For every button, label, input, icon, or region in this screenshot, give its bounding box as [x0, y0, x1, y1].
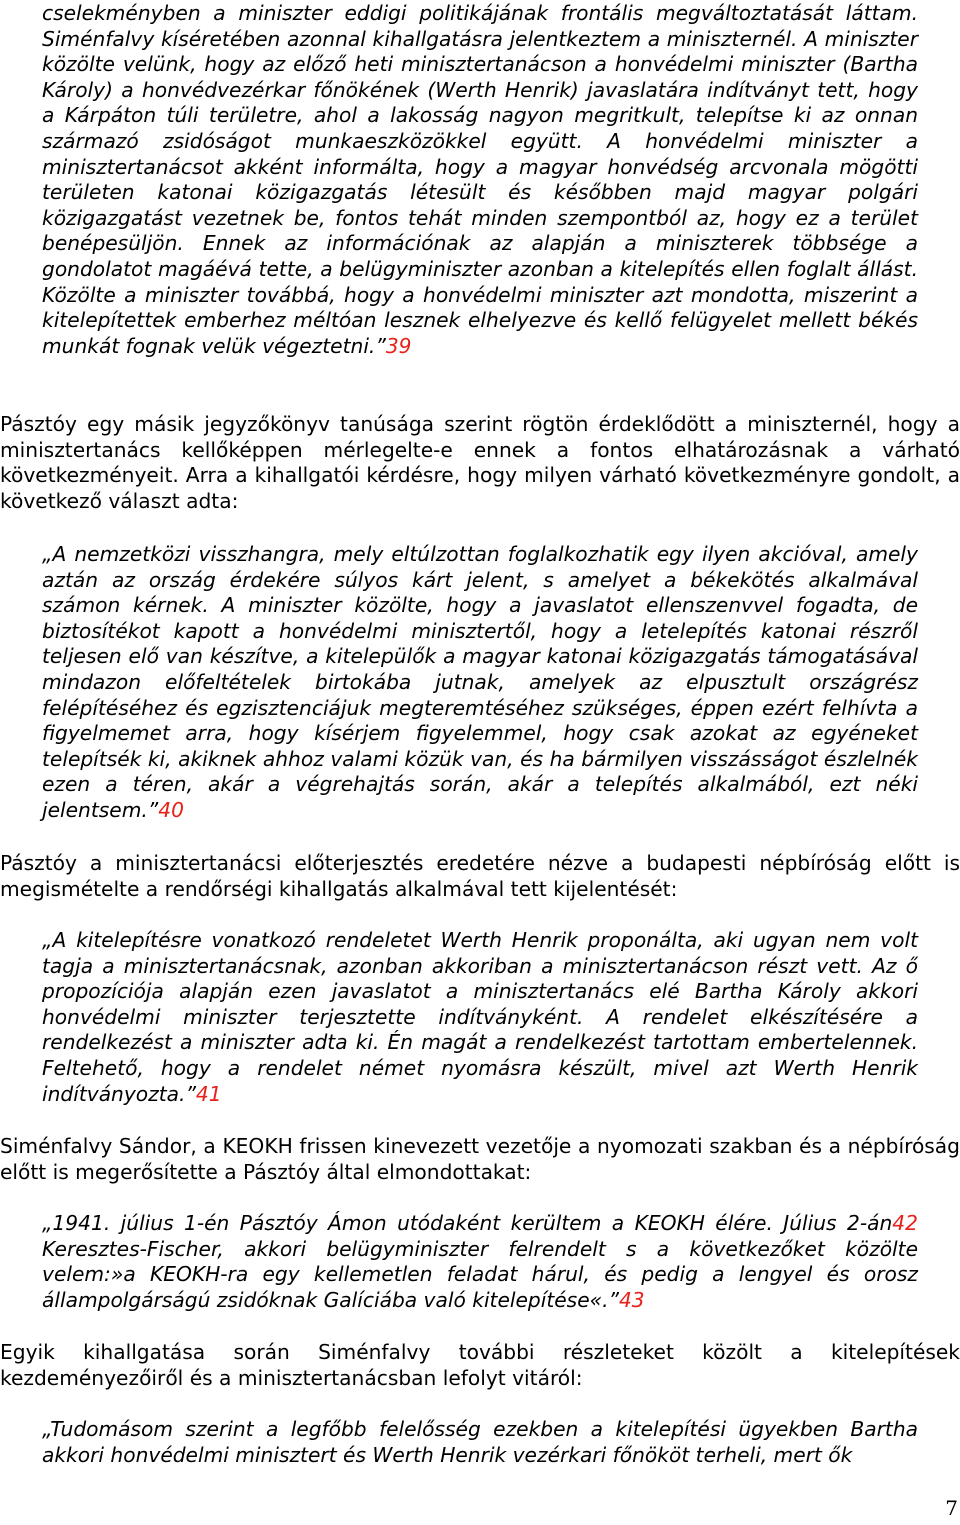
paragraph-2-text: Pásztóy a minisztertanácsi előterjesztés eredetére nézve a budapesti népbíróság előtt is megismételte a rendőrségi kihallgatás alkalmával tett kijelentését: — [0, 851, 960, 901]
footnote-ref-39[interactable]: 39 — [385, 333, 412, 358]
quote-4-text-after: Keresztes-Fischer, akkori belügyminiszter felrendelt s a következőket közölte velem:»a KEOKH-ra egy kellemetlen feladat hárul, és pedig a lengyel és orosz állampolgárságú zsidóknak Galíciába való kitelepítése«.” — [42, 1236, 918, 1312]
quote-block-1 — [42, 1, 918, 359]
paragraph-1 — [0, 412, 960, 514]
paragraph-3-text: Siménfalvy Sándor, a KEOKH frissen kinevezett vezetője a nyomozati szakban és a népbíróság előtt is megerősítette a Pásztóy által elmondottakat: — [0, 1134, 960, 1184]
quote-block-3 — [42, 928, 918, 1107]
footnote-ref-40[interactable]: 40 — [158, 797, 184, 822]
footnote-ref-43[interactable]: 43 — [618, 1287, 645, 1312]
quote-block-4 — [42, 1211, 918, 1313]
quote-5-text: „Tudomásom szerint a legfőbb felelősség ezekben a kitelepítési ügyekben Bartha akkori honvédelmi minisztert és Werth Henrik vezérkari főnököt terheli, mert ők — [42, 1417, 918, 1467]
paragraph-3 — [0, 1134, 960, 1185]
quote-4-text-before: „1941. július 1-én Pásztóy Ámon utódaként kerültem a KEOKH élére. Július 2-án — [42, 1211, 893, 1235]
paragraph-2 — [0, 851, 960, 902]
quote-block-5 — [42, 1417, 918, 1468]
quote-3-text: „A kitelepítésre vonatkozó rendeletet Werth Henrik proponálta, aki ugyan nem volt tagja a minisztertanácsnak, azonban akkoriban a minisztertanácson részt vett. Az ő propozíciója alapján ezen javaslatot a minisztertanács elé Bartha Károly akkori honvédelmi miniszter terjesztette indítványként. A rendelet elkészítésére a rendelkezést a miniszter adta ki. Én magát a rendelkezést tartottam embertelennek. Feltehető, hogy a rendelet német nyomásra készült, mivel azt Werth Henrik indítványozta.” — [42, 928, 918, 1106]
paragraph-1-text: Pásztóy egy másik jegyzőkönyv tanúsága szerint rögtön érdeklődött a miniszternél, hogy a minisztertanács kellőképpen mérlegelte-e ennek a fontos elhatározásnak a várható következményeit. Arra a kihallgatói kérdésre, hogy milyen várható következményre gondolt, a következő választ adta: — [0, 412, 960, 513]
footnote-ref-41[interactable]: 41 — [195, 1081, 222, 1106]
paragraph-4 — [0, 1340, 960, 1391]
footnote-ref-42[interactable]: 42 — [892, 1211, 918, 1235]
quote-2-text: „A nemzetközi visszhangra, mely eltúlzottan foglalkozhatik egy ilyen akcióval, amely aztán az ország érdekére súlyos kárt jelent, s amelyet a békekötés alkalmával számon kérnek. A miniszter közölte, hogy a javaslatot ellenszenvvel fogadta, de biztosítékot kapott a honvédelmi minisztertől, hogy a letelepítés katonai részről teljesen elő van készítve, a kitelepülők a magyar katonai közigazgatás támogatásával mindazon előfeltételek birtokába jutnak, amelyek az elpusztult országrész felépítéséhez és egzisztenciájuk megteremtéséhez szükséges, éppen ezért felhívta a figyelmemet arra, hogy kísérjem figyelemmel, hogy csak azokat az egyéneket telepítsék ki, akiknek ahhoz valami közük van, és ha bármilyen visszásságot észlelnék ezen a téren, akár a végrehajtás során, akár a telepítés alkalmából, ezt néki jelentsem.” — [42, 542, 918, 822]
quote-block-2 — [42, 542, 918, 824]
paragraph-4-text: Egyik kihallgatása során Siménfalvy további részleteket közölt a kitelepítések kezdeményezőiről és a minisztertanácsban lefolyt vitáról: — [0, 1340, 960, 1390]
quote-1-text: cselekményben a miniszter eddigi politikájának frontális megváltoztatását láttam. Siménfalvy kíséretében azonnal kihallgatásra jelentkeztem a miniszternél. A miniszter közölte velünk, hogy az előző heti minisztertanácson a honvédelmi miniszter (Bartha Károly) a honvédvezérkar főnökének (Werth Henrik) javaslatára indítványt tett, hogy a Kárpáton túli területre, ahol a lakosság nagyon megritkult, telepítse ki az onnan származó zsidóságot munkaeszközökkel együtt. A honvédelmi miniszter a minisztertanácsot akként informálta, hogy a magyar honvédség arcvonala mögötti területen katonai közigazgatás létesült és későbben majd magyar polgári közigazgatást vezetnek be, fontos tehát minden szempontból az, hogy ez a terület benépesüljön. Ennek az információnak az alapján a miniszterek többsége a gondolatot magáévá tette, a belügyminiszter azonban a kitelepítés ellen foglalt állást. Közölte a miniszter továbbá, hogy a honvédelmi miniszter azt mondotta, miszerint a kitelepítettek emberhez méltóan lesznek elhelyezve és kellő felügyelet mellett békés munkát fognak velük végeztetni.” — [42, 1, 918, 358]
page-number: 7 — [945, 1496, 958, 1520]
